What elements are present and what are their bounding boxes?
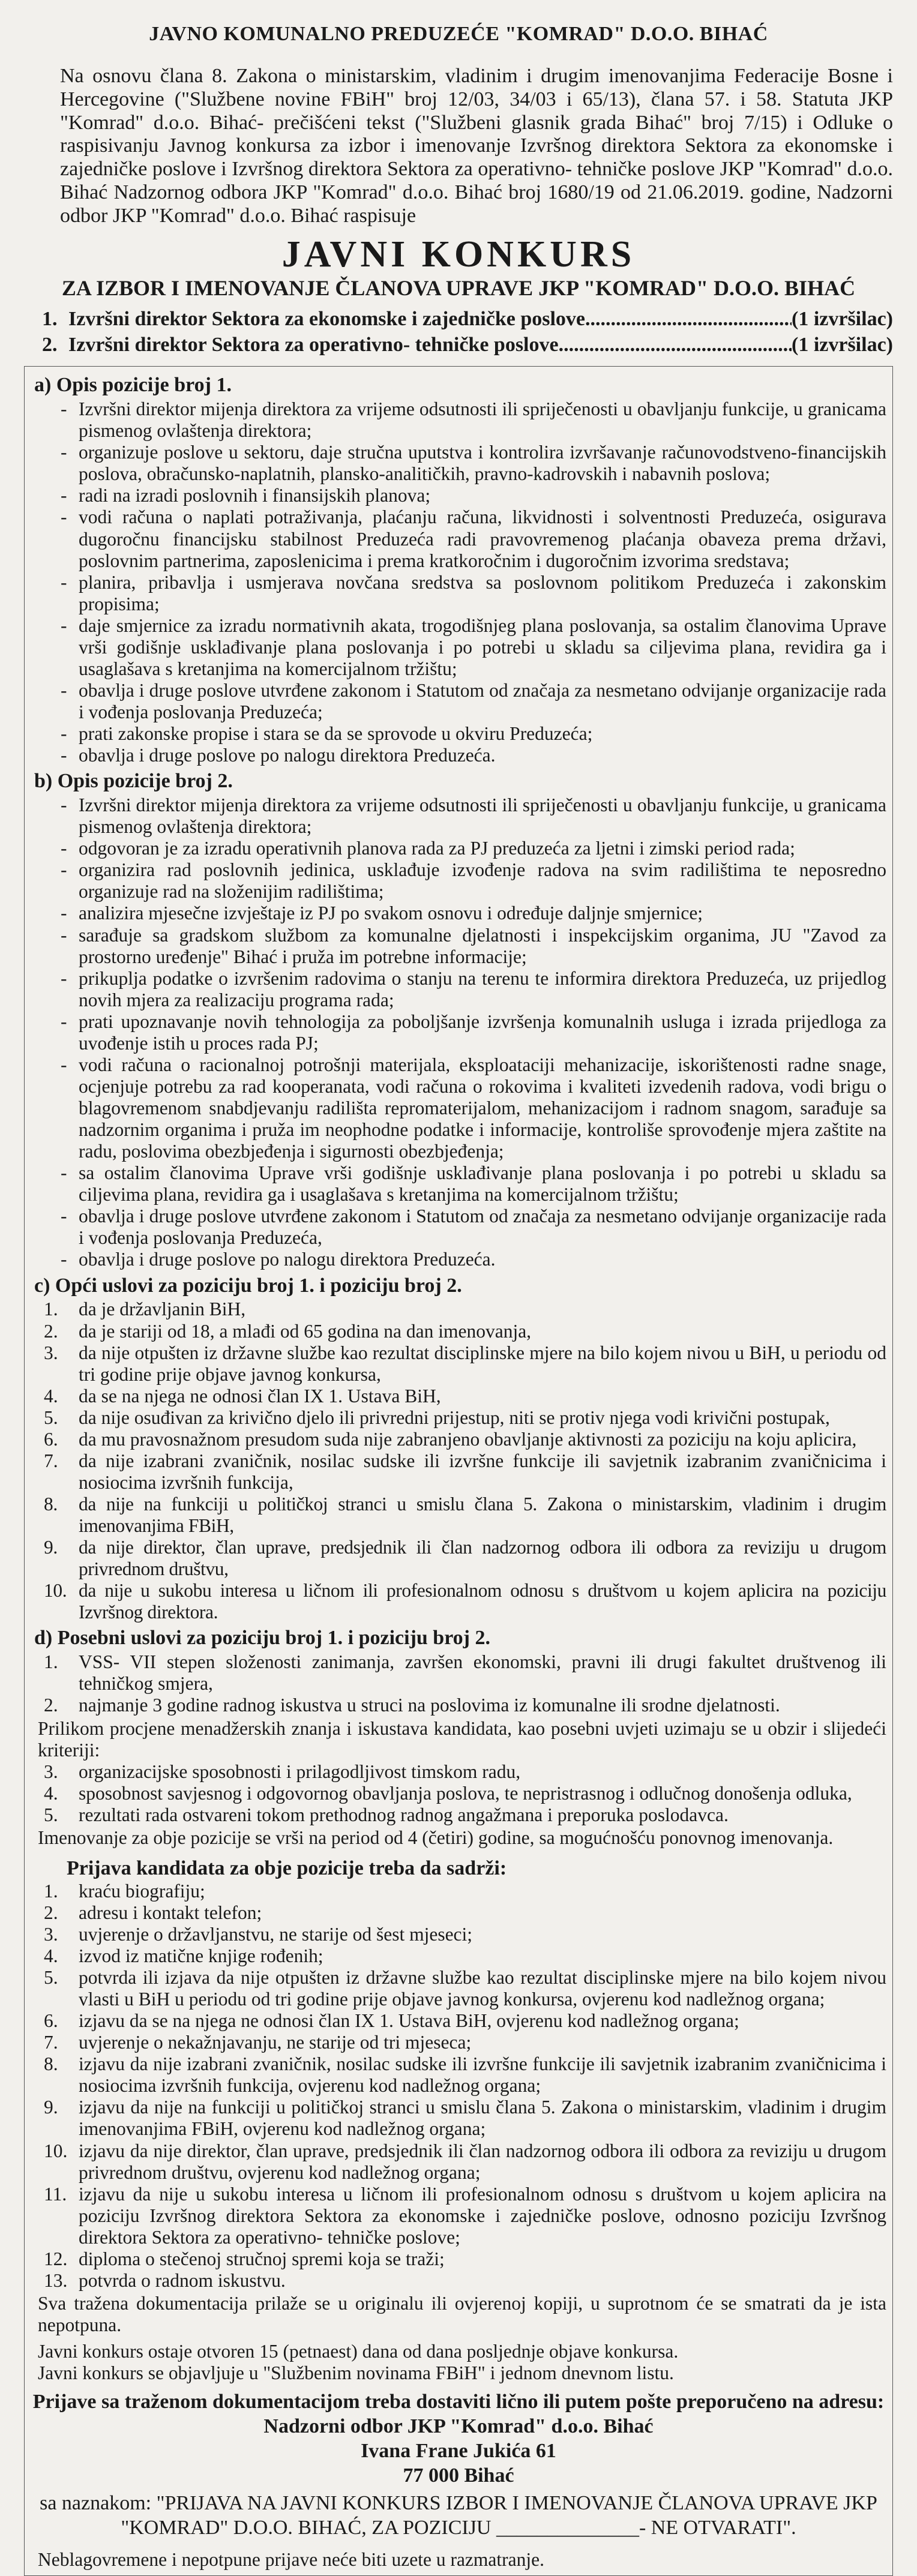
legal-basis-paragraph: Na osnovu člana 8. Zakona o ministarskim, vladinim i drugim imenovanjima Federacije Bosne i Hercegovine ("Službene novine FBiH" broj 12/03, 34/03 i 65/13), člana 57. i 58. Statuta JKP "Komrad" d.o.o. Bihać- prečišćeni tekst ("Službeni glasnik grada Bihać" broj 7/15) i Odluke o raspisivanju Javnog konkursa za izbor i imenovanje Izvršnog direktora Sektora za ekonomske i zajedničke poslove i Izvršnog direktora Sektora za operativno- tehničke poslove JKP "Komrad" d.o.o. Bihać Nadzornog odbora JKP "Komrad" d.o.o. Bihać broj 1680/19 od 21.06.2019. godine, Nadzorni odbor JKP "Komrad" d.o.o. Bihać raspisuje <box>60 65 893 227</box>
list-item: - obavlja i druge poslove utvrđene zakonom i Statutom od značaja za nesmetano odvijanje organizacije rada i vođenja poslovanja Preduzeća, <box>31 1205 886 1249</box>
address-line-1: Nadzorni odbor JKP "Komrad" d.o.o. Bihać <box>263 2415 654 2438</box>
item-number: 7. <box>44 1450 58 1471</box>
list-item <box>31 1804 886 1826</box>
list-item: - prikuplja podatke o izvršenim radovima o stanju na terenu te informira direktora Preduzeća, uz prijedlog novih mjera za realizaciju programa rada; <box>31 968 886 1011</box>
list-item: - organizira rad poslovnih jedinica, usklađuje izvođenje radova na svim radilištima te neposredno organizuje rad na složenijim radilištima; <box>31 859 886 902</box>
item-number: 2. <box>44 1695 58 1716</box>
item-number: 2. <box>44 1902 58 1923</box>
list-item: - analizira mjesečne izvještaje iz PJ po svakom osnovu i određuje daljnje smjernice; <box>31 902 886 924</box>
list-item <box>31 1342 886 1386</box>
documents-note: Sva tražena dokumentacija prilaže se u originalu ili ovjerenoj kopiji, u suprotnom će se smatrati da je ista nepotpuna. <box>38 2292 886 2336</box>
list-item: - obavlja i druge poslove po nalogu direktora Preduzeća. <box>31 1249 886 1270</box>
item-text: izjavu da nije direktor, član uprave, predsjednik ili član nadzornog odbora ili odbora za reviziju u drugom privrednom društvu, ovjerenu kod nadležnog organa; <box>79 2140 886 2183</box>
item-text: diploma o stečenoj stručnoj spremi koja se traži; <box>79 2248 445 2269</box>
mandate-note: Imenovanje za obje pozicije se vrši na period od 4 (četiri) godine, sa mogućnošću ponovnog imenovanja. <box>38 1827 834 1848</box>
list-item <box>31 2053 886 2097</box>
company-header: JAVNO KOMUNALNO PREDUZEĆE "KOMRAD" D.O.O. BIHAĆ <box>149 23 768 45</box>
item-number: 1. <box>44 1880 58 1902</box>
item-number: 4. <box>44 1945 58 1966</box>
item-number: 11. <box>44 2183 67 2205</box>
item-number: 5. <box>44 1407 58 1428</box>
position-item <box>24 307 893 332</box>
list-item <box>31 1783 886 1804</box>
item-number: 6. <box>44 1428 58 1450</box>
criteria-note: Prilikom procjene menadžerskih znanja i iskustava kandidata, kao posebni uvjeti uzimaju se u obzir i slijedeći kriteriji: <box>38 1717 886 1761</box>
list-item <box>31 1695 886 1716</box>
item-text: rezultati rada ostvareni tokom prethodnog radnog angažmana i preporuka poslodavca. <box>79 1804 729 1825</box>
list-item <box>31 1407 886 1429</box>
footer-note: Neblagovremene i nepotpune prijave neće biti uzete u razmatranje. <box>38 2549 544 2571</box>
list-item <box>31 2248 886 2270</box>
item-text: izjavu da nije u sukobu interesa u ličnom ili profesionalnom odnosu s društvom u kojem aplicira na poziciju Izvršnog direktora Sektora za ekonomske i zajedničke poslove, odnosno poziciju Izvršnog direktora Sektora za operativno- tehničke poslove; <box>79 2183 886 2248</box>
list-item: - planira, pribavlja i usmjerava novčana sredstva sa poslovnom politikom Preduzeća i zakonskim propisima; <box>31 572 886 615</box>
list-item <box>31 1881 886 1902</box>
page-subtitle: ZA IZBOR I IMENOVANJE ČLANOVA UPRAVE JKP "KOMRAD" D.O.O. BIHAĆ <box>61 276 856 301</box>
item-number: 10. <box>44 1580 67 1602</box>
item-number: 3. <box>44 1761 58 1782</box>
list-item: - odgovoran je za izradu operativnih planova rada za PJ preduzeća za ljetni i zimski period rada; <box>31 838 886 859</box>
position-count: (1 izvršilac) <box>792 308 893 331</box>
item-text: da nije izabrani zvaničnik, nosilac sudske ili izvršne funkcije ili savjetnik izabranim zvaničnicima i nosiocima izvršnih funkcija, <box>79 1450 886 1493</box>
list-item: - prati upoznavanje novih tehnologija za poboljšanje izvršenja komunalnih usluga i izrada prijedloga za uvođenje istih u proces rada PJ; <box>31 1011 886 1054</box>
conditions-box <box>24 366 893 2576</box>
section-c-title: c) Opći uslovi za poziciju broj 1. i poziciju broj 2. <box>34 1274 462 1297</box>
list-item: - radi na izradi poslovnih i finansijskih planova; <box>31 485 886 506</box>
item-number: 9. <box>44 1537 58 1558</box>
item-text: kraću biografiju; <box>79 1880 205 1902</box>
item-text: adresu i kontakt telefon; <box>79 1902 262 1923</box>
list-item <box>31 2270 886 2292</box>
item-text: da se na njega ne odnosi član IX 1. Ustava BiH, <box>79 1385 441 1407</box>
list-item <box>31 1924 886 1945</box>
section-b-title: b) Opis pozicije broj 2. <box>34 770 233 793</box>
item-text: potvrda ili izjava da nije otpušten iz državne službe kao rezultat disciplinske mjere na bilo kojem nivou vlasti u BiH u periodu od tri godine prije objave javnog konkursa, ovjerenu kod nadležnog organa; <box>79 1967 886 2010</box>
list-item: - prati zakonske propise i stara se da se sprovode u okviru Preduzeća; <box>31 723 886 745</box>
list-item <box>31 2032 886 2053</box>
address-line-2: Ivana Frane Jukića 61 <box>361 2439 556 2462</box>
section-b-list <box>31 794 886 1270</box>
item-number: 13. <box>44 2269 68 2291</box>
item-number: 8. <box>44 1494 58 1515</box>
section-d-list <box>31 1651 886 1716</box>
item-number: 1. <box>44 1651 58 1673</box>
publication-note: Javni konkurs se objavljuje u "Službenim novinama FBiH" i jednom dnevnom listu. <box>38 2362 674 2384</box>
item-number: 5. <box>44 1967 58 1989</box>
item-text: da nije otpušten iz državne službe kao rezultat disciplinske mjere na bilo kojem nivou u BiH, u periodu od tri godine prije objave javnog konkursa, <box>79 1342 886 1385</box>
item-text: potvrda o radnom iskustvu. <box>79 2269 286 2291</box>
list-item <box>31 1902 886 1924</box>
list-item <box>31 1494 886 1537</box>
item-number: 2. <box>44 1320 58 1342</box>
list-item: - sarađuje sa gradskom službom za komunalne djelatnosti i inspekcijskim organima, JU "Zavod za prostorno uređenje" Bihać i pruža im potrebne informacije; <box>31 925 886 968</box>
list-item <box>31 1651 886 1695</box>
item-text: uvjerenje o državljanstvu, ne starije od šest mjeseci; <box>79 1923 473 1945</box>
list-item <box>31 1386 886 1407</box>
criteria-list <box>31 1761 886 1826</box>
page-title: JAVNI KONKURS <box>281 234 636 275</box>
dot-leader <box>585 307 792 332</box>
address-line-3: 77 000 Bihać <box>403 2464 514 2487</box>
position-number: 1. <box>42 308 58 331</box>
list-item <box>31 1967 886 2010</box>
item-text: organizacijske sposobnosti i prilagodljivost timskom radu, <box>79 1761 521 1782</box>
application-title: Prijava kandidata za obje pozicije treba da sadrži: <box>67 1857 507 1879</box>
item-number: 8. <box>44 2053 58 2075</box>
item-number: 6. <box>44 2010 58 2032</box>
list-item: - vodi računa o racionalnoj potrošnji materijala, eksploataciji mehanizacije, iskorištenosti radne snage, ocjenjuje potrebu za rad kooperanata, vodi računa o rokovima i kvaliteti izvedenih radova, vodi brigu o blagovremenom snabdjevanju radilišta repromaterijalom, mehanizacijom i radnom snagom, sarađuje sa nadzornim organima i pruža im neophodne podatke i informacije, kontroliše sprovođenje mjera zaštite na radu, poslovima obezbjeđenja i sigurnosti obezbjeđenja; <box>31 1054 886 1162</box>
dot-leader <box>559 332 792 358</box>
item-text: sposobnost savjesnog i odgovornog obavljanja poslova, te nepristrasnog i odlučnog donošenja odluka, <box>79 1782 852 1804</box>
list-item: - obavlja i druge poslove po nalogu direktora Preduzeća. <box>31 745 886 766</box>
item-number: 5. <box>44 1804 58 1825</box>
position-count: (1 izvršilac) <box>792 333 893 356</box>
list-item <box>31 1321 886 1342</box>
item-text: izvod iz matične knjige rođenih; <box>79 1945 323 1966</box>
item-text: da nije osuđivan za krivično djelo ili privredni prijestup, niti se protiv njega vodi krivični postupak, <box>79 1407 830 1428</box>
list-item: - obavlja i druge poslove utvrđene zakonom i Statutom od značaja za nesmetano odvijanje organizacije rada i vođenja poslovanja Preduzeća; <box>31 680 886 723</box>
application-list <box>31 1881 886 2292</box>
envelope-mark-line-2: "KOMRAD" D.O.O. BIHAĆ, ZA POZICIJU ______________- NE OTVARATI". <box>121 2517 796 2539</box>
item-number: 12. <box>44 2248 68 2269</box>
item-number: 4. <box>44 1782 58 1804</box>
list-item: - sa ostalim članovima Uprave vrši godišnje usklađivanje plana poslovanja i po potrebi u skladu sa ciljevima plana, revidira ga i usaglašava s kretanjima na komercijalnom tržištu; <box>31 1162 886 1205</box>
list-item <box>31 2184 886 2248</box>
item-number: 3. <box>44 1342 58 1363</box>
item-text: uvjerenje o nekažnjavanju, ne starije od tri mjeseca; <box>79 2032 472 2053</box>
list-item: - organizuje poslove u sektoru, daje stručna uputstva i kontrolira izvršavanje računovodstveno-financijskih poslova, obračunsko-naplatnih, plansko-analitičkih, pravno-kadrovskih i nabavnih poslova; <box>31 442 886 485</box>
list-item: - Izvršni direktor mijenja direktora za vrijeme odsutnosti ili spriječenosti u obavljanju funkcije, u granicama pismenog ovlaštenja direktora; <box>31 794 886 838</box>
item-text: da je državljanin BiH, <box>79 1299 246 1320</box>
item-number: 3. <box>44 1923 58 1945</box>
list-item <box>31 1450 886 1494</box>
list-item <box>31 1945 886 1967</box>
item-text: izjavu da nije na funkciji u političkoj stranci u smislu člana 5. Zakona o ministarskim, vladinim i drugim imenovanjima FBiH, ovjerenu kod nadležnog organa; <box>79 2097 886 2140</box>
item-text: da mu pravosnažnom presudom suda nije zabranjeno obavljanje aktivnosti za poziciju na koju aplicira, <box>79 1428 857 1450</box>
item-number: 4. <box>44 1385 58 1407</box>
open-period-note: Javni konkurs ostaje otvoren 15 (petnaest) dana od dana posljednje objave konkursa. <box>38 2341 679 2362</box>
section-a-list <box>31 398 886 766</box>
position-label: Izvršni direktor Sektora za operativno- tehničke poslove <box>68 333 559 356</box>
item-text: da nije na funkciji u političkoj stranci u smislu člana 5. Zakona o ministarskim, vladinim i drugim imenovanjima FBiH, <box>79 1494 886 1537</box>
item-number: 7. <box>44 2032 58 2053</box>
list-item <box>31 2010 886 2032</box>
section-d-title: d) Posebni uslovi za poziciju broj 1. i poziciju broj 2. <box>34 1627 491 1650</box>
item-text: da je stariji od 18, a mlađi od 65 godina na dan imenovanja, <box>79 1320 532 1342</box>
list-item: - vodi računa o naplati potraživanja, plaćanju računa, likvidnosti i solventnosti Preduzeća, osigurava dugoročnu financijsku stabilnost Preduzeća radi pravovremenog plaćanja obaveza prema državi, poslovnim partnerima, zaposlenicima i prema kratkoročnim i dugoročnim izvorima sredstava; <box>31 506 886 571</box>
list-item <box>31 2140 886 2184</box>
item-number: 9. <box>44 2097 58 2118</box>
list-item <box>31 1761 886 1783</box>
section-c-list <box>31 1299 886 1623</box>
list-item: - Izvršni direktor mijenja direktora za vrijeme odsutnosti ili spriječenosti u obavljanju funkcije, u granicama pismenog ovlaštenja direktora; <box>31 398 886 442</box>
position-item <box>24 332 893 358</box>
position-number: 2. <box>42 333 58 356</box>
list-item <box>31 1299 886 1320</box>
item-text: VSS- VII stepen složenosti zanimanja, završen ekonomski, pravni ili drugi fakultet društvenog ili tehničkog smjera, <box>79 1651 886 1695</box>
envelope-mark-line-1: sa naznakom: "PRIJAVA NA JAVNI KONKURS IZBOR I IMENOVANJE ČLANOVA UPRAVE JKP <box>40 2492 877 2515</box>
item-number: 1. <box>44 1299 58 1320</box>
position-label: Izvršni direktor Sektora za ekonomske i zajedničke poslove <box>68 308 585 331</box>
positions-list <box>24 307 893 358</box>
item-text: najmanje 3 godine radnog iskustva u struci na poslovima iz komunalne ili srodne djelatnosti. <box>79 1695 780 1716</box>
item-number: 10. <box>44 2140 68 2161</box>
section-a-title: a) Opis pozicije broj 1. <box>34 374 232 397</box>
item-text: da nije direktor, član uprave, predsjednik ili član nadzornog odbora ili odbora za reviziju u drugom privrednom društvu, <box>79 1537 886 1580</box>
address-intro: Prijave sa traženom dokumentacijom treba dostaviti lično ili putem pošte preporučeno na adresu: <box>32 2391 885 2413</box>
list-item <box>31 1429 886 1450</box>
list-item <box>31 1580 886 1623</box>
item-text: izjavu da nije izabrani zvaničnik, nosilac sudske ili izvršne funkcije ili savjetnik izabranim zvaničnicima i nosiocima izvršnih funkcija, ovjerenu kod nadležnog organa; <box>79 2053 886 2097</box>
list-item: - daje smjernice za izradu normativnih akata, trogodišnjeg plana poslovanja, sa ostalim članovima Uprave vrši godišnje usklađivanje plana poslovanja i po potrebi u skladu sa ciljevima plana, revidira ga i usaglašava s kretanjima na komercijalnom tržištu; <box>31 615 886 680</box>
item-text: da nije u sukobu interesa u ličnom ili profesionalnom odnosu s društvom u kojem aplicira na poziciju Izvršnog direktora. <box>79 1580 886 1623</box>
list-item <box>31 2097 886 2140</box>
list-item <box>31 1537 886 1580</box>
item-text: izjavu da se na njega ne odnosi član IX 1. Ustava BiH, ovjerenu kod nadležnog organa; <box>79 2010 739 2032</box>
